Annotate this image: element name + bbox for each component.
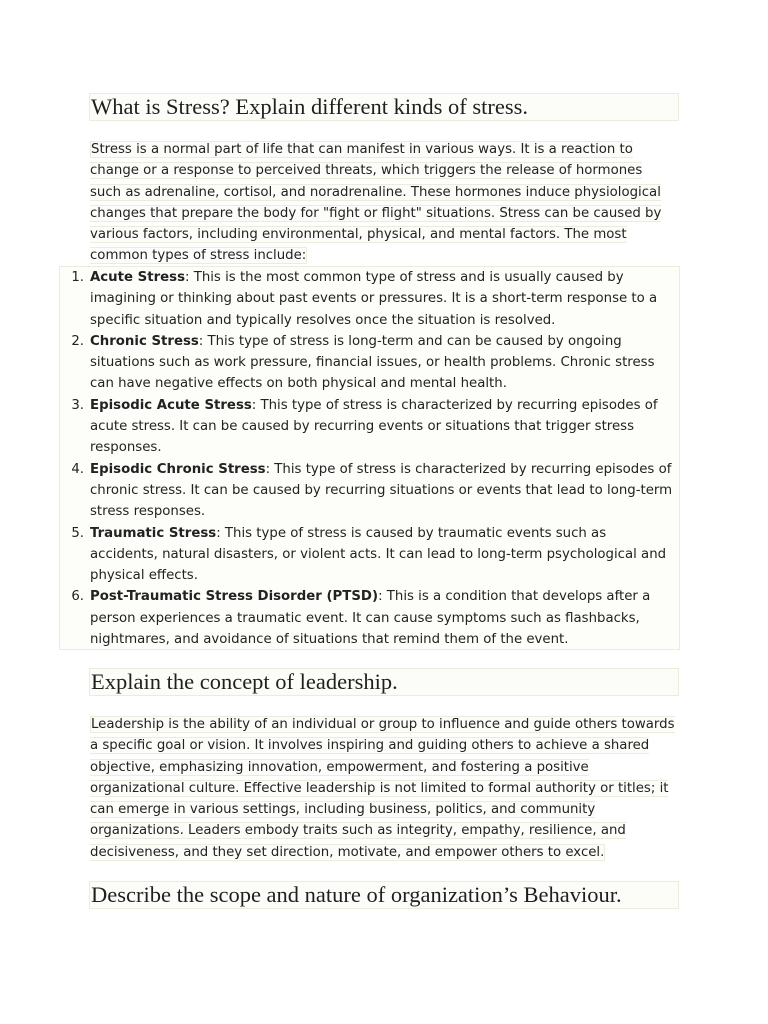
list-item-term: Chronic Stress	[90, 333, 199, 349]
list-item-description: : This type of stress is caused by traumatic events such as accidents, natural disasters, or violent acts. It can lead to long-term psychological and physical effects.	[90, 525, 667, 584]
list-item-number: 4.	[71, 461, 84, 477]
list-item	[71, 331, 676, 395]
list-item-number: 2.	[71, 333, 84, 349]
list-item	[71, 586, 676, 650]
list-item	[71, 459, 676, 523]
stress-intro-paragraph	[90, 139, 676, 267]
list-item-description: : This type of stress is characterized by recurring episodes of acute stress. It can be caused by recurring events or situations that trigger stress responses.	[90, 397, 658, 456]
list-item-number: 3.	[71, 397, 84, 413]
organization-behaviour-heading: Describe the scope and nature of organization’s Behaviour.	[89, 881, 679, 909]
list-item-number: 1.	[71, 270, 84, 285]
list-item-term: Episodic Acute Stress	[90, 397, 252, 413]
list-item-description: : This is the most common type of stress and is usually caused by imagining or thinking about past events or pressures. It is a short-term response to a specific situation and typically resolves once the situation is resolved.	[90, 270, 658, 328]
list-item-term: Episodic Chronic Stress	[90, 461, 266, 477]
list-item-description: : This type of stress is long-term and can be caused by ongoing situations such as work pressure, financial issues, or health problems. Chronic stress can have negative effects on both physical and mental health.	[90, 333, 655, 392]
list-item	[71, 523, 676, 587]
list-item-term: Traumatic Stress	[90, 525, 217, 541]
leadership-text: Leadership is the ability of an individual or group to influence and guide others towards a specific goal or vision. It involves inspiring and guiding others to achieve a shared objective, emphasizing innovation, empowerment, and fostering a positive organizational culture. Effective leadership is not limited to formal authority or titles; it can emerge in various settings, including business, politics, and community organizations. Leaders embody traits such as integrity, empathy, resilience, and decisiveness, and they set direction, motivate, and empower others to excel.	[90, 717, 675, 860]
list-item-description: : This is a condition that develops after a person experiences a traumatic event. It can cause symptoms such as flashbacks, nightmares, and avoidance of situations that remind them of the event.	[90, 589, 651, 648]
list-item-term: Post-Traumatic Stress Disorder (PTSD)	[90, 589, 379, 605]
list-item-number: 6.	[71, 589, 84, 605]
stress-intro-text: Stress is a normal part of life that can manifest in various ways. It is a reaction to change or a response to perceived threats, which triggers the release of hormones such as adrenaline, cortisol, and noradrenaline. These hormones induce physiological changes that prepare the body for "fight or flight" situations. Stress can be caused by various factors, including environmental, physical, and mental factors. The most common types of stress include:	[90, 142, 662, 264]
list-item-number: 5.	[71, 525, 84, 541]
leadership-paragraph	[90, 714, 676, 863]
list-item	[71, 267, 676, 331]
leadership-heading: Explain the concept of leadership.	[89, 668, 679, 696]
stress-types-list	[71, 267, 676, 650]
list-item-description: : This type of stress is characterized by recurring episodes of chronic stress. It can be caused by recurring situations or events that lead to long-term stress responses.	[90, 461, 673, 520]
stress-heading: What is Stress? Explain different kinds of stress.	[89, 93, 679, 121]
list-item-term: Acute Stress	[90, 270, 185, 285]
list-item	[71, 395, 676, 459]
